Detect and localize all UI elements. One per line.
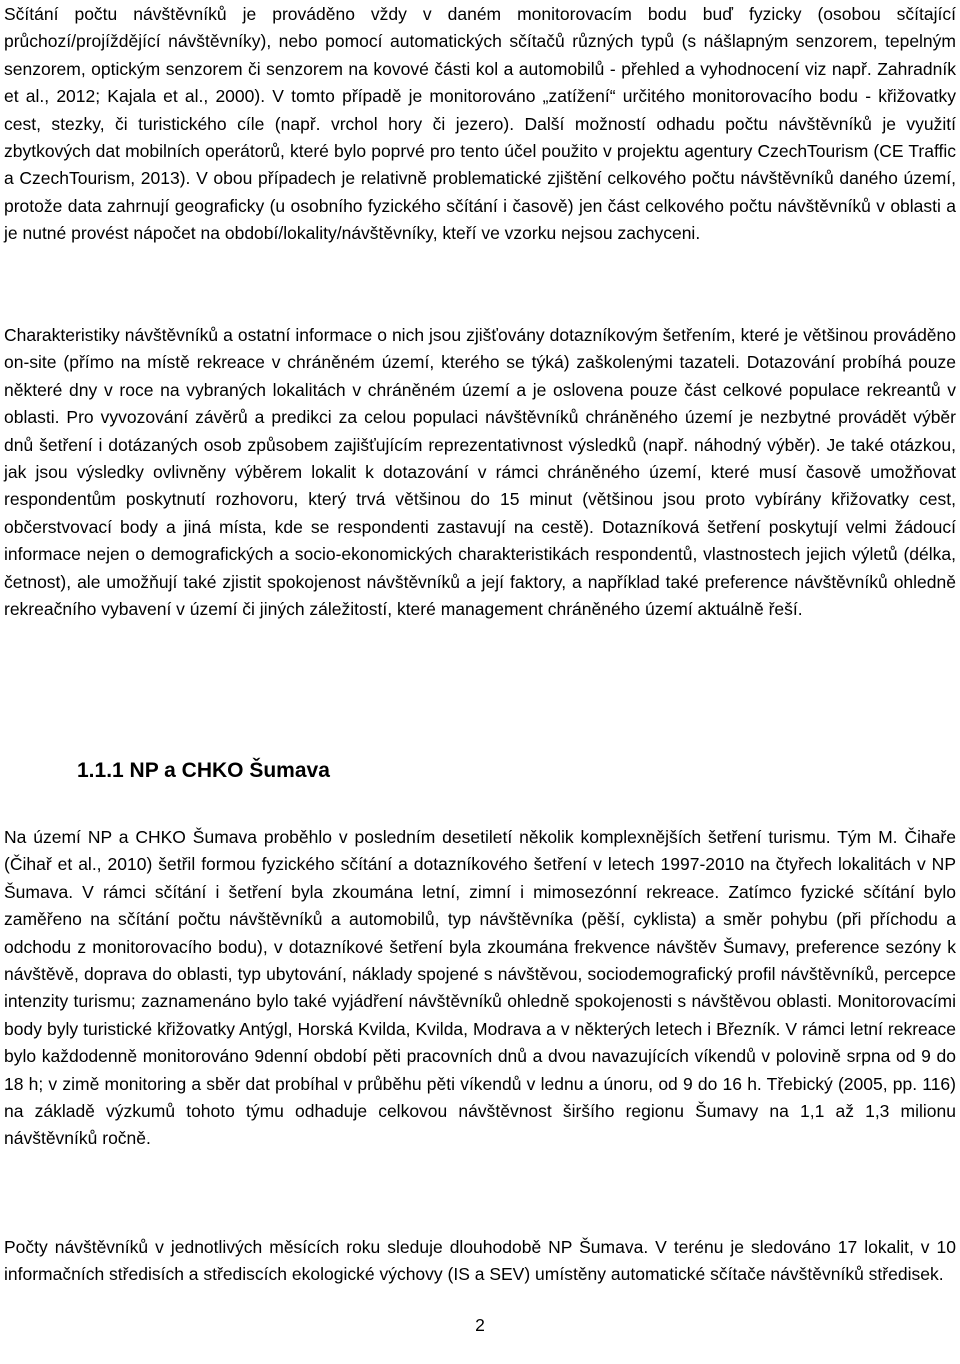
section-heading: 1.1.1 NP a CHKO Šumava bbox=[77, 759, 330, 782]
paragraph-visitor-counting: Sčítání počtu návštěvníků je prováděno vždy v daném monitorovacím bodu buď fyzicky (osobou sčítající průchozí/projíždějící návštěvníky), nebo pomocí automatických sčítačů různých typů (s nášlapným senzorem, tepelným senzorem, optickým senzorem či senzorem na kovové části kol a automobilů - přehled a vyhodnocení viz např. Zahradník et al., 2012; Kajala et al., 2000). V tomto případě je monitorováno „zatížení“ určitého monitorovacího bodu - křižovatky cest, stezky, či turistického cíle (např. vrchol hory či jezero). Další možností odhadu počtu návštěvníků je využití zbytkových dat mobilních operátorů, které bylo poprvé pro tento účel použito v projektu agentury CzechTourism (CE Traffic a CzechTourism, 2013). V obou případech je relativně problematické zjištění celkového počtu návštěvníků daného území, protože data zahrnují geograficky (u osobního fyzického sčítání i časově) jen část celkového počtu návštěvníků v oblasti a je nutné provést nápočet na období/lokality/návštěvníky, kteří ve vzorku nejsou zachyceni. bbox=[4, 4, 956, 244]
page-number: 2 bbox=[475, 1315, 485, 1335]
paragraph-sumava-research: Na území NP a CHKO Šumava proběhlo v posledním desetiletí několik komplexnějších šetření turismu. Tým M. Čihaře (Čihař et al., 2010) šetřil formou fyzického sčítání a dotazníkového šetření v letech 1997-2010 na čtyřech lokalitách v NP Šumava. V rámci sčítání i šetření byla zkoumána letní, zimní i mimosezónní rekreace. Zatímco fyzické sčítání bylo zaměřeno na sčítání počtu návštěvníků a automobilů, typ návštěvníka (pěší, cyklista) a směr pohybu (při příchodu a odchodu z monitorovacího bodu), v dotazníkové šetření byla zkoumána frekvence návštěv Šumavy, preference sezóny k návštěvě, doprava do oblasti, typ ubytování, náklady spojené s návštěvou, sociodemografický profil návštěvníků, percepce intenzity turismu; zaznamenáno bylo také vyjádření návštěvníků ohledně spokojenosti s návštěvou oblasti. Monitorovacími body byly turistické křižovatky Antýgl, Horská Kvilda, Kvilda, Modrava a v některých letech i Březník. V rámci letní rekreace bylo každodenně monitorováno 9denní období pěti pracovních dnů a dvou navazujících víkendů v polovině srpna od 9 do 18 h; v zimě monitoring a sběr dat probíhal v průběhu pěti víkendů v lednu a únoru, od 9 do 16 h. Třebický (2005, pp. 116) na základě výzkumů tohoto týmu odhaduje celkovou návštěvnost širšího regionu Šumavy na 1,1 až 1,3 milionu návštěvníků ročně. bbox=[4, 827, 956, 1149]
paragraph-monthly-counts: Počty návštěvníků v jednotlivých měsících roku sleduje dlouhodobě NP Šumava. V terénu je sledováno 17 lokalit, v 10 informačních středisích a střediscích ekologické výchovy (IS a SEV) umístěny automatické sčítače návštěvníků středisek. bbox=[4, 1237, 956, 1285]
paragraph-visitor-survey: Charakteristiky návštěvníků a ostatní informace o nich jsou zjišťovány dotazníkovým šetřením, které je většinou prováděno on-site (přímo na místě rekreace v chráněném území, kterého se týká) zaškolenými tazateli. Dotazování probíhá pouze některé dny v roce na vybraných lokalitách v chráněném území a je oslovena pouze část celkové populace rekreantů v oblasti. Pro vyvozování závěrů a predikci za celou populaci návštěvníků chráněného území je nezbytné provádět výběr dnů šetření i dotázaných osob způsobem zajišťujícím reprezentativnost výsledků (např. náhodný výběr). Je také otázkou, jak jsou výsledky ovlivněny výběrem lokalit k dotazování v rámci chráněného území, které musí časově umožňovat respondentům poskytnutí rozhovoru, který trvá většinou do 15 minut (většinou jsou proto vybírány křižovatky cest, občerstvovací body a jiná místa, kde se respondenti zastavují na cestě). Dotazníková šetření poskytují velmi žádoucí informace nejen o demografických a socio-ekonomických charakteristikách respondentů, vlastnostech jejich výletů (délka, četnost), ale umožňují také zjistit spokojenost návštěvníků a její faktory, a například také preference návštěvníků ohledně rekreačního vybavení v území či jiných záležitostí, které management chráněného území aktuálně řeší. bbox=[4, 325, 956, 620]
